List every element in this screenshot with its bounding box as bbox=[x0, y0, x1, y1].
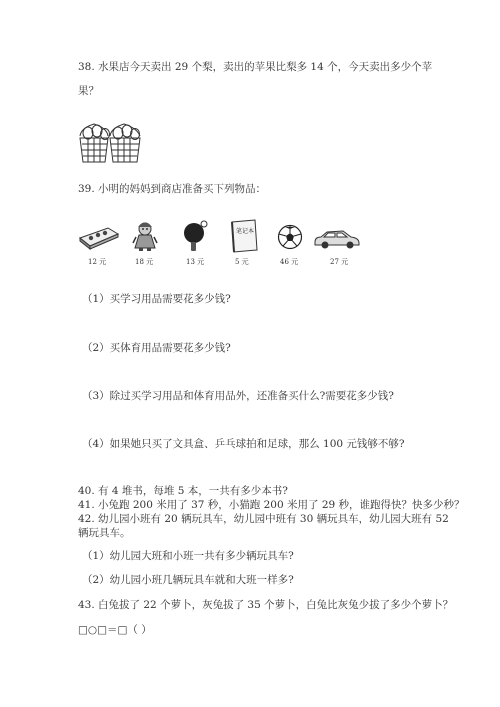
q39-sub2: （2）买体育用品需要花多少钱? bbox=[82, 342, 231, 354]
doll-icon bbox=[132, 220, 158, 252]
soccer-ball-icon bbox=[277, 224, 303, 250]
notebook-icon bbox=[229, 219, 259, 253]
price-soccer-ball: 46 元 bbox=[280, 258, 299, 266]
ping-pong-paddle-icon bbox=[182, 220, 208, 252]
price-doll: 18 元 bbox=[135, 258, 154, 266]
q43-text: 43. 白兔拔了 22 个萝卜，灰兔拔了 35 个萝卜，白兔比灰兔少拔了多少个萝卜？ bbox=[78, 599, 454, 611]
q39-intro: 39. 小明的妈妈到商店准备买下列物品： bbox=[78, 183, 267, 195]
q40-text: 40. 有 4 堆书，每堆 5 本，一共有多少本书? bbox=[78, 485, 288, 497]
price-notebook: 5 元 bbox=[235, 258, 249, 266]
q38-line2: 果？ bbox=[78, 85, 99, 97]
q39-sub3: （3）除过买学习用品和体育用品外，还准备买什么?需要花多少钱? bbox=[82, 390, 394, 402]
q42-sub2: （2）幼儿园小班几辆玩具车就和大班一样多? bbox=[82, 574, 294, 586]
q42-sub1: （1）幼儿园大班和小班一共有多少辆玩具车? bbox=[82, 550, 294, 562]
q39-sub1: （1）买学习用品需要花多少钱? bbox=[82, 293, 231, 305]
q39-sub4: （4）如果她只买了文具盒、乒乓球拍和足球，那么 100 元钱够不够? bbox=[82, 438, 405, 450]
price-paddle: 13 元 bbox=[186, 258, 205, 266]
basket-left-icon bbox=[80, 124, 110, 162]
toy-car-icon bbox=[313, 228, 361, 250]
notebook-cover-text: 笔记本 bbox=[236, 228, 255, 235]
q42-line1: 42. 幼儿园小班有 20 辆玩具车，幼儿园中班有 30 辆玩具车，幼儿园大班有 52 bbox=[78, 513, 449, 525]
pencil-box-icon bbox=[78, 224, 120, 250]
price-toy-car: 27 元 bbox=[330, 258, 349, 266]
basket-right-icon bbox=[110, 124, 140, 162]
q41-text: 41. 小兔跑 200 米用了 37 秒，小猫跑 200 米用了 29 秒，谁跑得快？快多少秒？ bbox=[78, 499, 465, 511]
price-pencil-box: 12 元 bbox=[88, 258, 107, 266]
q38-line1: 38. 水果店今天卖出 29 个梨，卖出的苹果比梨多 14 个，今天卖出多少个苹 bbox=[78, 61, 433, 73]
apple-baskets-illustration bbox=[78, 118, 142, 166]
q43-answer-template: □○□＝□（ ） bbox=[78, 624, 152, 636]
q42-line2: 辆玩具车。 bbox=[78, 527, 131, 539]
